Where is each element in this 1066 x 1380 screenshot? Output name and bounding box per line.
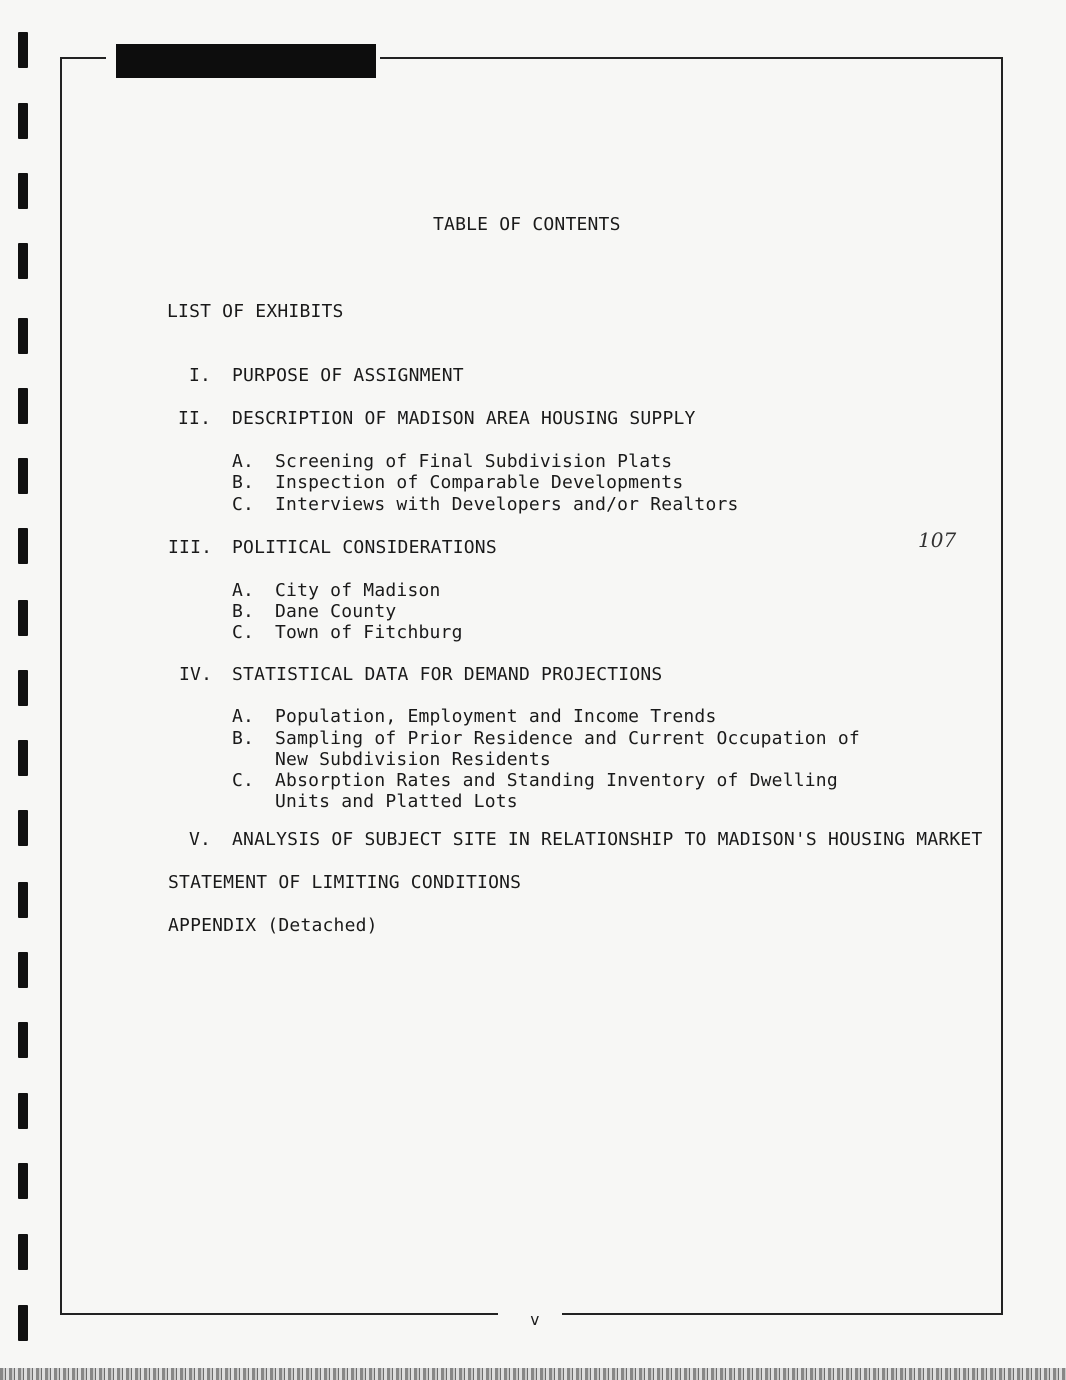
binding-mark [18, 670, 28, 706]
section-numeral: I. [189, 365, 212, 386]
item-text: Town of Fitchburg [275, 622, 463, 643]
binding-mark [18, 243, 28, 279]
item-letter: A. [232, 706, 255, 727]
binding-mark [18, 1234, 28, 1270]
frame-border [380, 57, 1003, 59]
section-title: PURPOSE OF ASSIGNMENT [232, 365, 464, 386]
binding-mark [18, 388, 28, 424]
item-letter: A. [232, 451, 255, 472]
section-numeral: IV. [179, 664, 213, 685]
frame-border [562, 1313, 1003, 1315]
section-title: ANALYSIS OF SUBJECT SITE IN RELATIONSHIP TO MADISON'S HOUSING MARKET [232, 829, 983, 850]
binding-mark [18, 173, 28, 209]
binding-mark [18, 810, 28, 846]
frame-border [60, 57, 62, 1315]
binding-mark [18, 103, 28, 139]
item-text: Sampling of Prior Residence and Current Occupation of [275, 728, 860, 749]
item-letter: B. [232, 472, 255, 493]
frame-border [60, 1313, 498, 1315]
binding-mark [18, 740, 28, 776]
binding-mark [18, 882, 28, 918]
item-text: Absorption Rates and Standing Inventory of Dwelling [275, 770, 838, 791]
binding-mark [18, 1305, 28, 1341]
item-letter: B. [232, 728, 255, 749]
scan-edge [0, 1368, 1066, 1380]
item-text: Dane County [275, 601, 397, 622]
binding-mark [18, 528, 28, 564]
binding-mark [18, 32, 28, 68]
list-of-exhibits: LIST OF EXHIBITS [167, 301, 344, 322]
page-number: v [530, 1310, 540, 1329]
binding-mark [18, 1163, 28, 1199]
item-letter: C. [232, 622, 255, 643]
frame-border [60, 57, 106, 59]
section-numeral: V. [189, 829, 212, 850]
handwritten-note: 107 [918, 528, 957, 552]
section-title: POLITICAL CONSIDERATIONS [232, 537, 497, 558]
item-text: Screening of Final Subdivision Plats [275, 451, 673, 472]
binding-mark [18, 1093, 28, 1129]
statement-heading: STATEMENT OF LIMITING CONDITIONS [168, 872, 522, 893]
section-numeral: II. [178, 408, 212, 429]
item-text: New Subdivision Residents [275, 749, 551, 770]
item-text: Inspection of Comparable Developments [275, 472, 684, 493]
binding-mark [18, 952, 28, 988]
section-title: STATISTICAL DATA FOR DEMAND PROJECTIONS [232, 664, 663, 685]
item-letter: C. [232, 770, 255, 791]
item-letter: A. [232, 580, 255, 601]
item-letter: C. [232, 494, 255, 515]
item-text: Interviews with Developers and/or Realtors [275, 494, 739, 515]
binding-mark [18, 458, 28, 494]
appendix-heading: APPENDIX (Detached) [168, 915, 378, 936]
binding-mark [18, 318, 28, 354]
item-text: Population, Employment and Income Trends [275, 706, 717, 727]
section-title: DESCRIPTION OF MADISON AREA HOUSING SUPPLY [232, 408, 696, 429]
item-text: Units and Platted Lots [275, 791, 518, 812]
binding-mark [18, 1022, 28, 1058]
item-letter: B. [232, 601, 255, 622]
section-numeral: III. [168, 537, 213, 558]
item-text: City of Madison [275, 580, 441, 601]
redaction-bar [116, 44, 376, 78]
page-title: TABLE OF CONTENTS [433, 214, 621, 235]
binding-mark [18, 600, 28, 636]
frame-border [1001, 57, 1003, 1315]
